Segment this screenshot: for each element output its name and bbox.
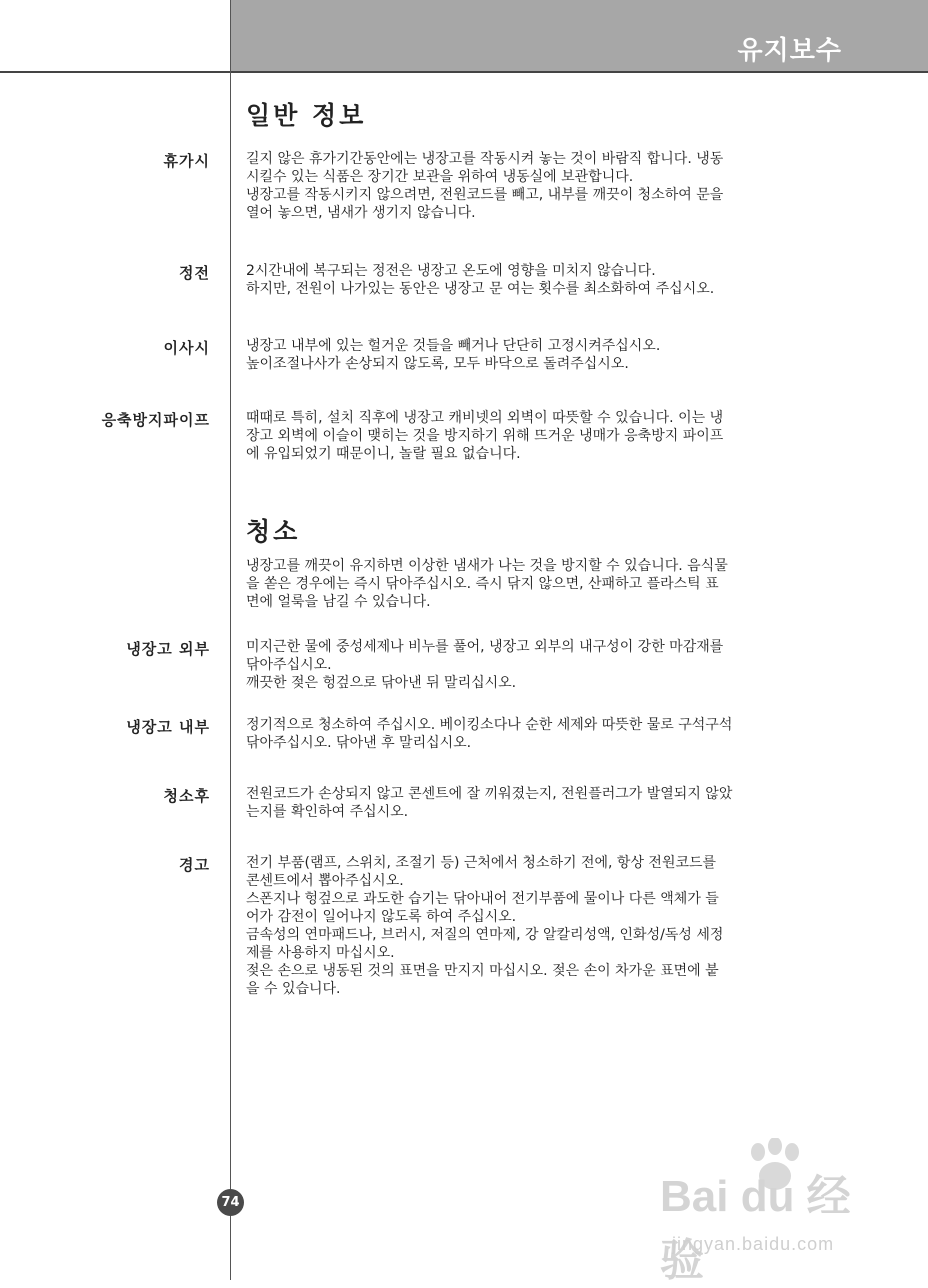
text-line: 을 수 있습니다.: [246, 981, 341, 997]
header-band: [231, 0, 928, 72]
text-line: 미지근한 물에 중성세제나 비누를 풀어, 냉장고 외부의 내구성이 강한 마감재를: [246, 639, 724, 655]
paragraph-vacation: [246, 150, 846, 222]
text-line: 시킬수 있는 식품은 장기간 보관을 위하여 냉동실에 보관합니다.: [246, 169, 634, 185]
label-anti-condensation-pipe: 응축방지파이프: [101, 411, 210, 429]
text-line: 을 쏟은 경우에는 즉시 닦아주십시오. 즉시 닦지 않으면, 산패하고 플라스틱 표: [246, 576, 719, 592]
text-line: 때때로 특히, 설치 직후에 냉장고 캐비넷의 외벽이 따뜻할 수 있습니다. 이는 냉: [246, 410, 724, 426]
text-line: 장고 외벽에 이슬이 맺히는 것을 방지하기 위해 뜨거운 냉매가 응축방지 파이프: [246, 428, 724, 444]
text-line: 콘센트에서 뽑아주십시오.: [246, 873, 404, 889]
text-line: 스폰지나 헝겊으로 과도한 습기는 닦아내어 전기부품에 물이나 다른 액체가 들: [246, 891, 719, 907]
text-line: 하지만, 전원이 나가있는 동안은 냉장고 문 여는 횟수를 최소화하여 주십시오.: [246, 281, 715, 297]
margin-divider: [230, 0, 231, 1280]
text-line: 냉장고 내부에 있는 헐거운 것들을 빼거나 단단히 고정시켜주십시오.: [246, 338, 661, 354]
text-line: 높이조절나사가 손상되지 않도록, 모두 바닥으로 돌려주십시오.: [246, 356, 629, 372]
text-line: 어가 감전이 일어나지 않도록 하여 주십시오.: [246, 909, 517, 925]
label-vacation: 휴가시: [163, 152, 210, 170]
text-line: 에 유입되었기 때문이니, 놀랄 필요 없습니다.: [246, 446, 521, 462]
text-line: 열어 놓으면, 냄새가 생기지 않습니다.: [246, 205, 476, 221]
paragraph-power-outage: [246, 262, 846, 298]
text-line: 길지 않은 휴가기간동안에는 냉장고를 작동시켜 놓는 것이 바람직 합니다. 냉동: [246, 151, 724, 167]
label-exterior: 냉장고 외부: [126, 640, 210, 658]
paragraph-interior: [246, 716, 846, 752]
text-line: 냉장고를 깨끗이 유지하면 이상한 냄새가 나는 것을 방지할 수 있습니다. 음식물: [246, 558, 728, 574]
paragraph-exterior: [246, 638, 846, 692]
text-line: 2시간내에 복구되는 정전은 냉장고 온도에 영향을 미치지 않습니다.: [246, 263, 656, 279]
text-line: 냉장고를 작동시키지 않으려면, 전원코드를 빼고, 내부를 깨끗이 청소하여 문을: [246, 187, 724, 203]
paragraph-cleaning-intro: [246, 557, 846, 611]
label-moving: 이사시: [163, 339, 210, 357]
page-header-title: 유지보수: [737, 36, 842, 66]
label-after-cleaning: 청소후: [163, 787, 210, 805]
text-line: 면에 얼룩을 남길 수 있습니다.: [246, 594, 431, 610]
text-line: 정기적으로 청소하여 주십시오. 베이킹소다나 순한 세제와 따뜻한 물로 구석구석: [246, 717, 733, 733]
text-line: 전원코드가 손상되지 않고 콘센트에 잘 끼워졌는지, 전원플러그가 발열되지 않았: [246, 786, 733, 802]
paragraph-anti-condensation-pipe: [246, 409, 846, 463]
label-interior: 냉장고 내부: [126, 718, 210, 736]
text-line: 젖은 손으로 냉동된 것의 표면을 만지지 마십시오. 젖은 손이 차가운 표면에 붙: [246, 963, 719, 979]
section-title-general: 일반 정보: [246, 101, 367, 130]
watermark-url: jingyan.baidu.com: [672, 1234, 835, 1254]
label-power-outage: 정전: [179, 264, 210, 282]
paragraph-moving: [246, 337, 846, 373]
text-line: 금속성의 연마패드나, 브러시, 저질의 연마제, 강 알칼리성액, 인화성/독성 세정: [246, 927, 724, 943]
section-title-cleaning: 청소: [246, 517, 301, 546]
text-line: 닦아주십시오.: [246, 657, 332, 673]
header-divider: [0, 71, 928, 73]
page-number-badge: 74: [217, 1189, 244, 1216]
watermark-logo: Bai du 经验: [660, 1172, 851, 1285]
text-line: 닦아주십시오. 닦아낸 후 말리십시오.: [246, 735, 472, 751]
text-line: 깨끗한 젖은 헝겊으로 닦아낸 뒤 말리십시오.: [246, 675, 517, 691]
paragraph-after-cleaning: [246, 785, 846, 821]
text-line: 전기 부품(램프, 스위치, 조절기 등) 근처에서 청소하기 전에, 항상 전원코드를: [246, 855, 717, 871]
watermark: [660, 1138, 890, 1285]
paragraph-warning: [246, 854, 846, 998]
text-line: 는지를 확인하여 주십시오.: [246, 804, 409, 820]
text-line: 제를 사용하지 마십시오.: [246, 945, 395, 961]
label-warning: 경고: [179, 856, 210, 874]
